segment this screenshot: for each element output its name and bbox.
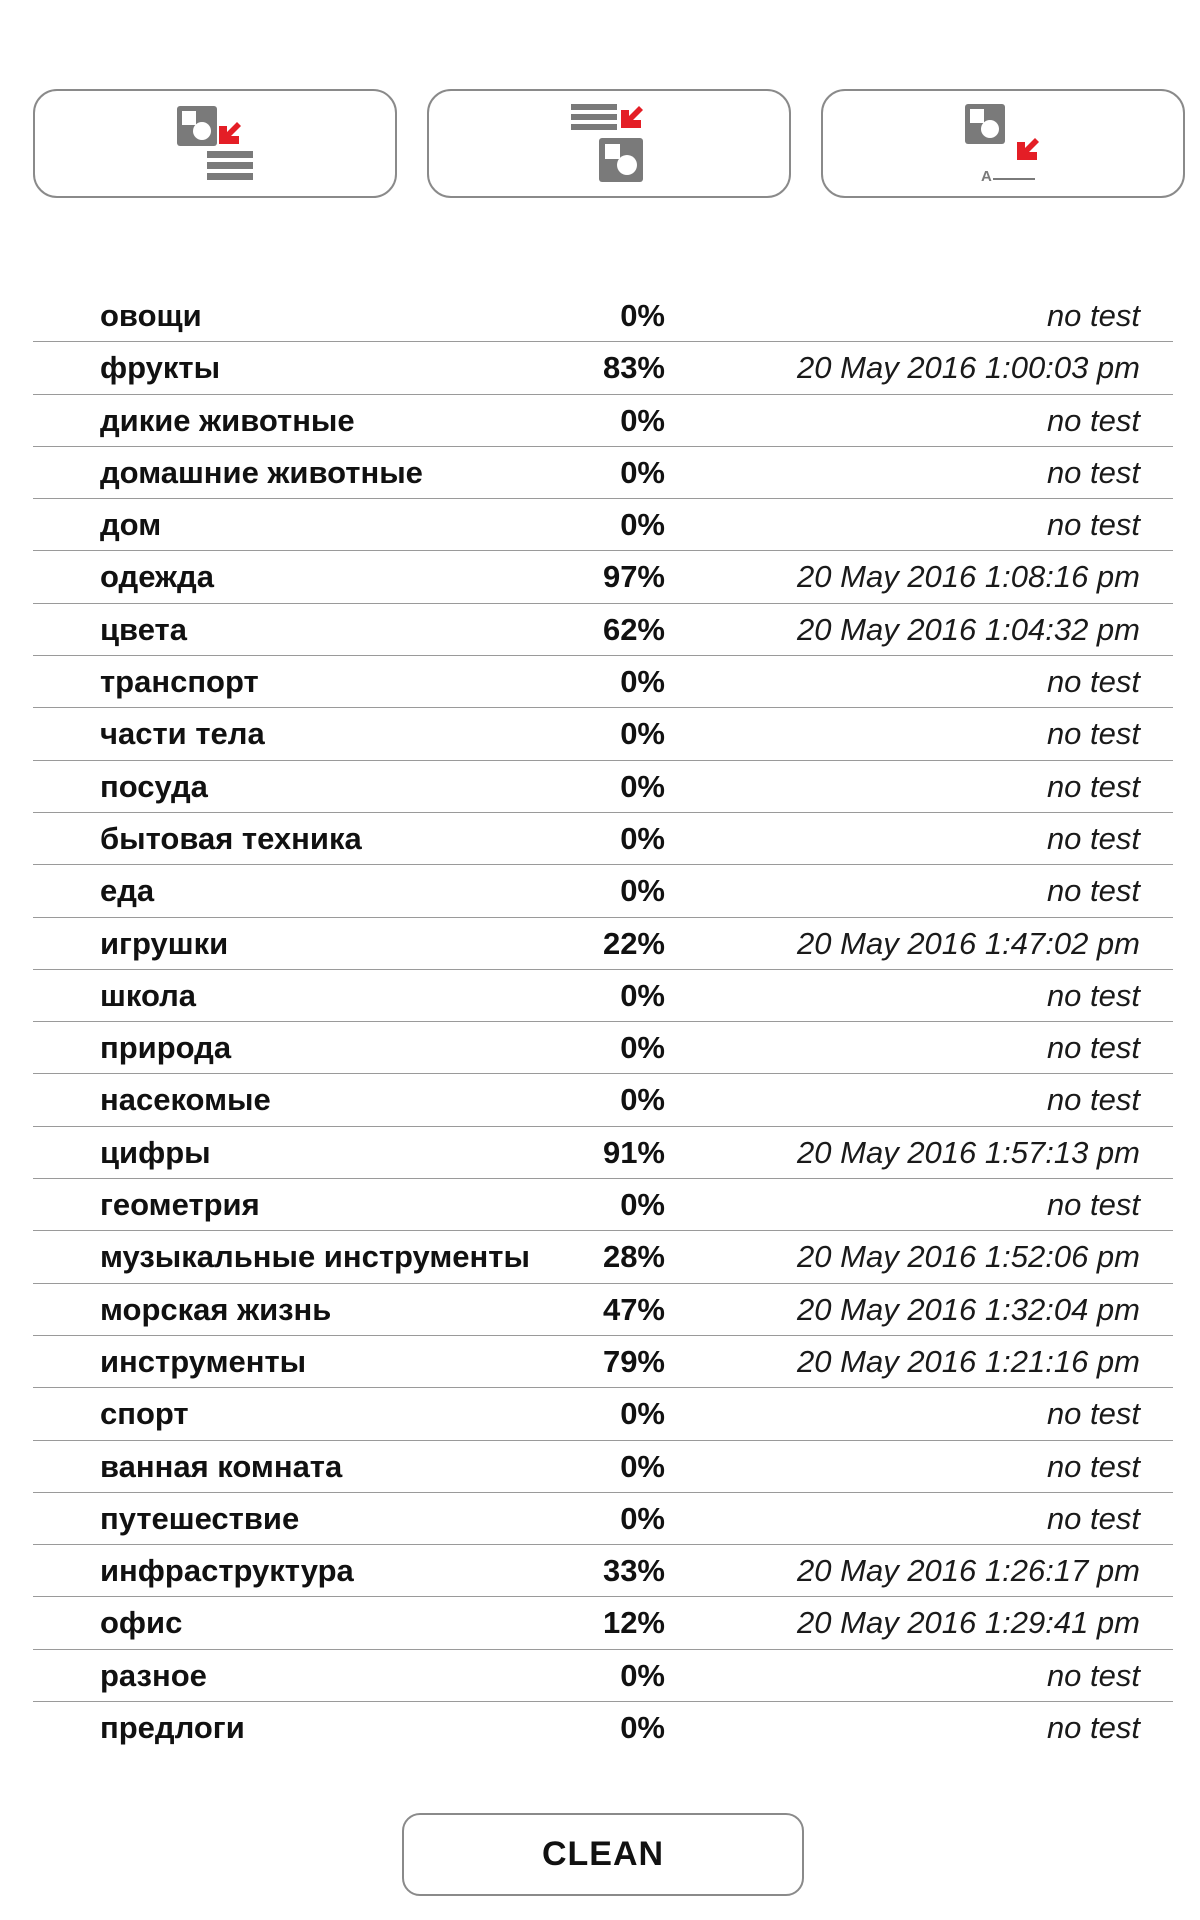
table-row — [33, 708, 1173, 760]
category-score: 62% — [602, 611, 665, 647]
table-row — [33, 1284, 1173, 1336]
table-row — [33, 1493, 1173, 1545]
category-name: фрукты — [100, 350, 221, 386]
table-row — [33, 1702, 1173, 1754]
table-row — [33, 1545, 1173, 1597]
category-score: 91% — [602, 1134, 665, 1170]
last-test-date: no test — [1046, 716, 1140, 752]
last-test-date: no test — [1046, 1448, 1140, 1484]
category-name: путешествие — [100, 1500, 300, 1536]
category-score: 0% — [620, 1448, 665, 1484]
category-score: 0% — [620, 664, 665, 700]
last-test-date: 20 May 2016 1:04:32 pm — [797, 611, 1140, 647]
mode-list-to-image-button[interactable] — [427, 89, 791, 198]
last-test-date: no test — [1046, 402, 1140, 438]
category-score: 0% — [620, 454, 665, 490]
category-name: школа — [100, 977, 197, 1013]
last-test-date: 20 May 2016 1:57:13 pm — [797, 1134, 1140, 1170]
mode-image-to-spelling-button[interactable] — [821, 89, 1185, 198]
last-test-date: no test — [1046, 664, 1140, 700]
category-score: 0% — [620, 1710, 665, 1746]
category-score: 79% — [602, 1343, 665, 1379]
last-test-date: no test — [1046, 507, 1140, 543]
category-score: 0% — [620, 1082, 665, 1118]
category-name: цифры — [100, 1134, 211, 1170]
category-score: 12% — [602, 1605, 665, 1641]
last-test-date: 20 May 2016 1:29:41 pm — [797, 1605, 1140, 1641]
category-name: инструменты — [100, 1343, 307, 1379]
mode-image-to-list-button[interactable] — [33, 89, 397, 198]
table-row — [33, 918, 1173, 970]
table-row — [33, 1074, 1173, 1126]
category-name: овощи — [100, 298, 202, 333]
category-score: 0% — [620, 1500, 665, 1536]
table-row — [33, 1336, 1173, 1388]
last-test-date: no test — [1046, 768, 1140, 804]
last-test-date: no test — [1046, 1710, 1140, 1746]
category-name: ванная комната — [100, 1448, 343, 1484]
table-row — [33, 1022, 1173, 1074]
last-test-date: no test — [1046, 1187, 1140, 1223]
table-row — [33, 761, 1173, 813]
table-row — [33, 604, 1173, 656]
last-test-date: no test — [1046, 1657, 1140, 1693]
last-test-date: no test — [1046, 298, 1140, 333]
category-score: 0% — [620, 768, 665, 804]
category-name: офис — [100, 1605, 183, 1641]
category-name: насекомые — [100, 1082, 271, 1118]
list-to-image-icon — [567, 102, 651, 186]
table-row — [33, 342, 1173, 394]
table-row — [33, 1127, 1173, 1179]
table-row — [33, 656, 1173, 708]
category-score: 22% — [602, 925, 665, 961]
last-test-date: 20 May 2016 1:00:03 pm — [797, 350, 1140, 386]
category-name: музыкальные инструменты — [100, 1239, 530, 1275]
category-name: одежда — [100, 559, 214, 595]
last-test-date: 20 May 2016 1:32:04 pm — [797, 1291, 1140, 1327]
category-name: еда — [100, 873, 155, 909]
table-row — [33, 395, 1173, 447]
table-row — [33, 499, 1173, 551]
category-name: части тела — [100, 716, 265, 752]
category-score: 0% — [620, 1187, 665, 1223]
category-name: геометрия — [100, 1187, 260, 1223]
category-score: 0% — [620, 873, 665, 909]
category-score: 97% — [602, 559, 665, 595]
image-to-list-icon — [173, 102, 257, 186]
results-table — [33, 290, 1173, 1754]
category-name: дикие животные — [100, 402, 355, 438]
category-score: 0% — [620, 1396, 665, 1432]
category-score: 28% — [602, 1239, 665, 1275]
last-test-date: 20 May 2016 1:26:17 pm — [797, 1553, 1140, 1589]
table-row — [33, 1231, 1173, 1283]
clean-button[interactable]: CLEAN — [402, 1813, 804, 1896]
category-name: цвета — [100, 611, 187, 647]
category-score: 0% — [620, 402, 665, 438]
category-name: спорт — [100, 1396, 189, 1432]
last-test-date: no test — [1046, 977, 1140, 1013]
last-test-date: 20 May 2016 1:47:02 pm — [797, 925, 1140, 961]
table-row — [33, 970, 1173, 1022]
category-score: 0% — [620, 298, 665, 333]
table-row — [33, 865, 1173, 917]
category-score: 83% — [602, 350, 665, 386]
last-test-date: no test — [1046, 873, 1140, 909]
last-test-date: no test — [1046, 820, 1140, 856]
spelling-caption: A — [981, 167, 992, 185]
category-name: домашние животные — [100, 454, 423, 490]
last-test-date: no test — [1046, 1396, 1140, 1432]
category-name: бытовая техника — [100, 820, 362, 856]
category-name: транспорт — [100, 664, 259, 700]
last-test-date: no test — [1046, 454, 1140, 490]
category-score: 0% — [620, 1030, 665, 1066]
category-name: морская жизнь — [100, 1291, 332, 1327]
last-test-date: 20 May 2016 1:08:16 pm — [797, 559, 1140, 595]
table-row — [33, 1597, 1173, 1649]
table-row — [33, 1179, 1173, 1231]
last-test-date: no test — [1046, 1082, 1140, 1118]
last-test-date: no test — [1046, 1030, 1140, 1066]
last-test-date: no test — [1046, 1500, 1140, 1536]
category-name: разное — [100, 1657, 207, 1693]
image-to-spelling-icon — [961, 102, 1045, 186]
table-row — [33, 813, 1173, 865]
category-score: 33% — [602, 1553, 665, 1589]
mode-toolbar — [33, 89, 1185, 202]
category-score: 0% — [620, 507, 665, 543]
table-row — [33, 290, 1173, 342]
category-score: 0% — [620, 820, 665, 856]
category-name: природа — [100, 1030, 232, 1066]
category-score: 0% — [620, 1657, 665, 1693]
table-row — [33, 1441, 1173, 1493]
table-row — [33, 1388, 1173, 1440]
category-name: инфраструктура — [100, 1553, 354, 1589]
category-name: предлоги — [100, 1710, 245, 1746]
category-name: посуда — [100, 768, 208, 804]
category-score: 47% — [602, 1291, 665, 1327]
category-score: 0% — [620, 977, 665, 1013]
category-name: дом — [100, 507, 162, 543]
table-row — [33, 551, 1173, 603]
last-test-date: 20 May 2016 1:52:06 pm — [797, 1239, 1140, 1275]
last-test-date: 20 May 2016 1:21:16 pm — [797, 1343, 1140, 1379]
table-row — [33, 1650, 1173, 1702]
category-name: игрушки — [100, 925, 229, 961]
table-row — [33, 447, 1173, 499]
category-score: 0% — [620, 716, 665, 752]
